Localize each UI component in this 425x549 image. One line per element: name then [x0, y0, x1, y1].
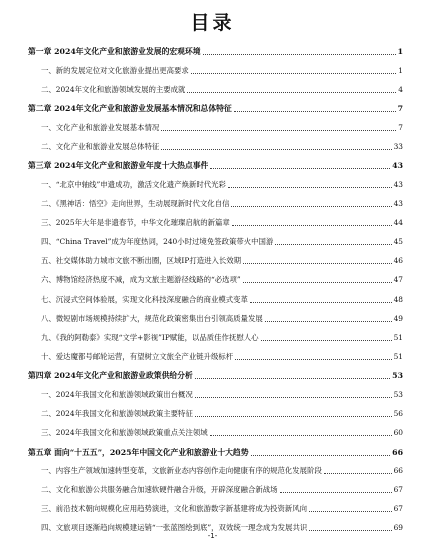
toc-entry-title: 一、“北京中轴线”申遗成功，激活文化遗产焕新时代光彩 — [41, 179, 226, 189]
toc-entry-page-number: 44 — [393, 218, 403, 228]
dot-leader — [231, 206, 391, 207]
dot-leader — [191, 73, 396, 74]
toc-entry-title: 三、2025年大年是非遗春节，中华文化璀璨启航的新篇章 — [41, 218, 230, 228]
toc-section-entry[interactable] — [28, 314, 403, 324]
toc-chapter-entry[interactable] — [28, 161, 403, 171]
toc-entry-page-number: 46 — [393, 256, 403, 266]
toc-entry-page-number: 69 — [393, 523, 403, 533]
toc-chapter-entry[interactable] — [28, 371, 403, 381]
toc-section-entry[interactable] — [28, 504, 403, 514]
dot-leader — [235, 359, 391, 360]
toc-entry-page-number: 33 — [393, 141, 403, 151]
table-of-contents — [28, 47, 403, 533]
toc-entry-title: 二、2024年我国文化和旅游领域政策主要特征 — [41, 409, 193, 418]
dot-leader — [232, 225, 392, 226]
toc-entry-title: 五、社交媒体助力城市文旅不断出圈，区域IP打造进入长效期 — [41, 256, 242, 266]
dot-leader — [161, 130, 396, 131]
toc-entry-title: 二、文化和旅游公共服务融合加速软硬件融合升级，开辟深度融合新战场 — [41, 485, 278, 495]
toc-entry-page-number: 51 — [393, 332, 403, 342]
toc-entry-page-number: 60 — [393, 428, 403, 438]
toc-section-entry[interactable] — [28, 390, 403, 400]
toc-entry-title: 二、文化产业和旅游业发展总体特征 — [41, 141, 160, 151]
toc-chapter-entry[interactable] — [28, 47, 403, 57]
toc-entry-title: 一、新的发展定位对文化旅游业提出更高要求 — [41, 65, 189, 75]
toc-entry-page-number: 53 — [392, 371, 403, 381]
toc-section-entry[interactable] — [28, 275, 403, 285]
toc-entry-title: 七、沉浸式空间体验展，实现文化科技深度融合的商业模式变革 — [41, 294, 248, 304]
dot-leader — [280, 492, 392, 493]
toc-entry-page-number: 4 — [398, 84, 403, 94]
toc-section-entry[interactable] — [28, 485, 403, 495]
toc-section-entry[interactable] — [28, 180, 403, 190]
toc-entry-page-number: 7 — [397, 104, 403, 114]
dot-leader — [161, 149, 391, 150]
dot-leader — [203, 54, 396, 55]
toc-section-entry[interactable] — [28, 142, 403, 152]
toc-section-entry[interactable] — [28, 333, 403, 343]
toc-section-entry[interactable] — [28, 85, 403, 95]
toc-section-entry[interactable] — [28, 409, 403, 419]
toc-entry-title: 第四章 2024年文化产业和旅游业政策供给分析 — [28, 371, 193, 381]
dot-leader — [195, 397, 392, 398]
dot-leader — [250, 302, 392, 303]
dot-leader — [275, 244, 391, 245]
toc-entry-page-number: 53 — [393, 389, 403, 399]
page-number-footer: -1- — [207, 532, 218, 540]
toc-entry-title: 三、2024年我国文化和旅游领域政策重点关注领域 — [41, 428, 208, 438]
dot-leader — [251, 455, 391, 456]
toc-section-entry[interactable] — [28, 237, 403, 247]
toc-entry-page-number: 43 — [393, 179, 403, 189]
toc-entry-title: 四、文旅项目逐渐趋向规模建运销“一张蓝图绘到底”，双效统一理念成为发展共识 — [41, 523, 308, 533]
toc-entry-page-number: 43 — [393, 199, 403, 209]
toc-entry-page-number: 47 — [393, 275, 403, 285]
toc-entry-page-number: 66 — [392, 447, 403, 457]
toc-entry-title: 第五章 面向“十五五”，2025年中国文化产业和旅游业十大趋势 — [28, 447, 249, 457]
dot-leader — [243, 282, 392, 283]
dot-leader — [195, 378, 390, 379]
toc-entry-page-number: 1 — [398, 65, 403, 75]
toc-entry-title: 九、《我的阿勒泰》实现“文学+影视”IP赋能，以品质佳作抚慰人心 — [41, 332, 259, 342]
dot-leader — [234, 111, 396, 112]
dot-leader — [309, 511, 392, 512]
toc-chapter-entry[interactable] — [28, 448, 403, 458]
dot-leader — [195, 416, 392, 417]
toc-section-entry[interactable] — [28, 66, 403, 76]
toc-entry-title: 一、2024年我国文化和旅游领域政策出台概况 — [41, 389, 193, 399]
toc-entry-page-number: 48 — [393, 294, 403, 304]
toc-entry-title: 二、《黑神话：悟空》走向世界，生动展现新时代文化自信 — [41, 199, 230, 209]
dot-leader — [324, 473, 392, 474]
toc-entry-title: 第一章 2024年文化产业和旅游业发展的宏观环境 — [28, 47, 201, 56]
toc-section-entry[interactable] — [28, 199, 403, 209]
toc-section-entry[interactable] — [28, 352, 403, 362]
dot-leader — [243, 263, 392, 264]
toc-section-entry[interactable] — [28, 295, 403, 305]
dot-leader — [228, 187, 392, 188]
toc-entry-page-number: 1 — [397, 47, 403, 56]
toc-section-entry[interactable] — [28, 466, 403, 476]
toc-entry-page-number: 66 — [393, 466, 403, 476]
toc-entry-title: 第三章 2024年文化产业和旅游业年度十大热点事件 — [28, 161, 209, 171]
dot-leader — [265, 321, 392, 322]
dot-leader — [261, 340, 392, 341]
toc-section-entry[interactable] — [28, 428, 403, 438]
toc-entry-title: 四、“China Travel”成为年度热词，240小时过境免签政策带火中国游 — [41, 237, 274, 247]
toc-entry-page-number: 67 — [393, 485, 403, 495]
page-title: 目录 — [190, 12, 235, 34]
toc-entry-title: 二、2024年文化和旅游领域发展的主要成就 — [41, 84, 186, 94]
toc-entry-page-number: 49 — [393, 313, 403, 323]
toc-entry-page-number: 43 — [392, 161, 403, 171]
toc-entry-page-number: 7 — [398, 122, 403, 132]
toc-entry-page-number: 45 — [393, 237, 403, 247]
toc-entry-title: 十、爱达魔都号邮轮运营，有望树立文旅全产业链升级标杆 — [41, 351, 234, 361]
toc-section-entry[interactable] — [28, 123, 403, 133]
dot-leader — [210, 168, 390, 169]
toc-entry-title: 一、内容生产领域加速转型变革，文旅新业态内容创作走向健康有序的规范化发展阶段 — [41, 466, 322, 476]
dot-leader — [210, 435, 392, 436]
toc-entry-page-number: 67 — [393, 504, 403, 514]
toc-section-entry[interactable] — [28, 256, 403, 266]
toc-chapter-entry[interactable] — [28, 104, 403, 114]
toc-entry-title: 三、前沿技术朝向规模化应用趋势演进，文化和旅游数字新基建将成为投资新风向 — [41, 504, 308, 514]
dot-leader — [187, 92, 396, 93]
toc-entry-page-number: 56 — [393, 409, 403, 418]
toc-entry-title: 第二章 2024年文化产业和旅游业发展基本情况和总体特征 — [28, 104, 232, 114]
toc-section-entry[interactable] — [28, 218, 403, 228]
toc-entry-title: 一、文化产业和旅游业发展基本情况 — [41, 122, 160, 132]
toc-entry-title: 八、微短剧市场规模持续扩大，规范化政策密集出台引领高质量发展 — [41, 313, 263, 323]
toc-entry-page-number: 51 — [393, 351, 403, 361]
toc-entry-title: 六、博物馆经济热度不减，成为文旅主题游径线路的“必选项” — [41, 275, 241, 285]
